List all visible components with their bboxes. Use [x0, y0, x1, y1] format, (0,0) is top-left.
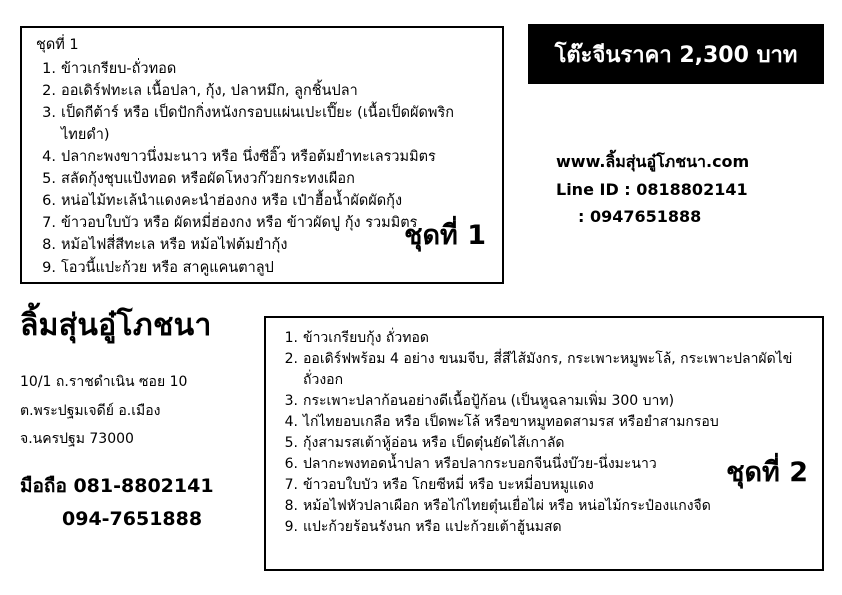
line-id-secondary-text: : 0947651888 [578, 207, 702, 227]
phone-primary: มือถือ 081-8802141 [20, 475, 214, 497]
address-line: ต.พระปฐมเจดีย์ อ.เมือง [20, 402, 161, 419]
address-line: จ.นครปฐม 73000 [20, 431, 134, 448]
set-2-badge: ชุดที่ 2 [720, 450, 808, 493]
list-item [36, 257, 490, 279]
item-number: 1. [42, 61, 56, 78]
list-item [278, 517, 812, 538]
item-number: 8. [42, 237, 56, 254]
item-text: ข้าวอบใบบัว หรือ ผัดหมี่ฮ่องกง หรือ ข้าวผัดปู กุ้ง รวมมิตร [61, 215, 418, 232]
item-text: กุ้งสามรสเต้าหู้อ่อน หรือ เป็ดตุ๋นยัดไส้เกาลัด [303, 435, 565, 451]
item-number: 2. [284, 351, 298, 367]
item-number: 1. [284, 330, 298, 346]
item-number: 6. [284, 456, 298, 472]
shop-name: ลิ้มสุ่นอู๋โภชนา [20, 308, 212, 343]
item-text: โอวนี้แปะก้วย หรือ สาคูแคนตาลูป [61, 259, 274, 276]
item-text: ข้าวอบใบบัว หรือ โกยซีหมี่ หรือ บะหมี่อบหมูแดง [303, 477, 594, 493]
list-item [278, 349, 812, 391]
item-text: ปลากะพงทอดน้ำปลา หรือปลากระบอกจีนนึ่งบ๊วย-นึ่งมะนาว [303, 456, 657, 472]
item-text: ออเดิร์ฟพร้อม 4 อย่าง ขนมจีบ, สี่สีไส้มังกร, กระเพาะหมูพะโล้, กระเพาะปลาผัดไข่ถั่วงอก [303, 351, 793, 388]
item-text: ข้าวเกรียบกุ้ง ถั่วทอด [303, 330, 429, 346]
item-number: 8. [284, 498, 298, 514]
item-number: 3. [284, 393, 298, 409]
set-1-badge: ชุดที่ 1 [404, 220, 486, 251]
website-text: www.ลิ้มสุ่นอู๋โภชนา.com [556, 152, 750, 171]
set-2-item-list [278, 328, 812, 538]
list-item [36, 190, 490, 212]
list-item [36, 168, 490, 190]
set-1-title: ชุดที่ 1 [36, 37, 79, 53]
item-number: 7. [42, 215, 56, 232]
item-text: หม้อไฟสี่สีทะเล หรือ หม้อไฟต้มยำกุ้ง [61, 237, 288, 254]
list-item [278, 391, 812, 412]
menu-set-1-box [20, 26, 504, 284]
item-text: แปะก้วยร้อนรังนก หรือ แปะก้วยเต้าฮู้นมสด [303, 519, 562, 535]
list-item [278, 496, 812, 517]
item-number: 9. [284, 519, 298, 535]
shop-address [20, 368, 187, 454]
list-item [36, 80, 490, 102]
shop-phones [20, 470, 214, 537]
contact-block [556, 148, 836, 231]
item-number: 7. [284, 477, 298, 493]
item-number: 5. [284, 435, 298, 451]
list-item [36, 58, 490, 80]
item-text: สลัดกุ้งชุบแป้งทอด หรือผัดโหงวก๊วยกระทงเผือก [61, 171, 355, 188]
item-number: 9. [42, 259, 56, 276]
item-text: หม้อไฟหัวปลาเผือก หรือไก่ไทยตุ๋นเยื่อไผ่ หรือ หน่อไม้กระป๋องแกงจืด [303, 498, 711, 514]
price-banner [528, 24, 824, 84]
phone-secondary: 094-7651888 [62, 508, 203, 531]
item-text: ข้าวเกรียบ-ถั่วทอด [61, 61, 177, 78]
item-text: ออเดิร์ฟทะเล เนื้อปลา, กุ้ง, ปลาหมึก, ลูกชิ้นปลา [61, 83, 358, 100]
item-number: 6. [42, 193, 56, 210]
item-text: ปลากะพงขาวนึ่งมะนาว หรือ นึ่งซีอิ๊ว หรือต้มยำทะเลรวมมิตร [61, 149, 436, 166]
item-number: 4. [284, 414, 298, 430]
item-text: หน่อไม้ทะเล้นำแดงคะนำฮ่องกง หรือ เป๋าฮื้อน้ำผัดผัดกุ้ง [61, 193, 403, 210]
price-banner-text: โต๊ะจีนราคา 2,300 บาท [554, 42, 798, 68]
item-number: 5. [42, 171, 56, 188]
item-text: กระเพาะปลาก้อนอย่างดีเนื้อปู้ก้อน (เป็นหูฉลามเพิ่ม 300 บาท) [303, 393, 675, 409]
item-text: ไก่ไทยอบเกลือ หรือ เป็ดพะโล้ หรือขาหมูทอดสามรส หรือยำสามกรอบ [303, 414, 719, 430]
item-number: 2. [42, 83, 56, 100]
list-item [278, 412, 812, 433]
item-number: 3. [42, 105, 56, 122]
address-line: 10/1 ถ.ราชดำเนิน ซอย 10 [20, 374, 188, 390]
item-text: เป็ดกีต้าร์ หรือ เป็ดปักกิ่งหนังกรอบแผ่นเปะเปี๊ยะ (เนื้อเป็ดผัดพริกไทยดำ) [61, 105, 455, 144]
list-item [278, 328, 812, 349]
list-item [36, 146, 490, 168]
line-id-text: Line ID : 0818802141 [556, 179, 748, 199]
list-item [36, 102, 490, 146]
item-number: 4. [42, 149, 56, 166]
menu-set-2-box [264, 316, 824, 571]
